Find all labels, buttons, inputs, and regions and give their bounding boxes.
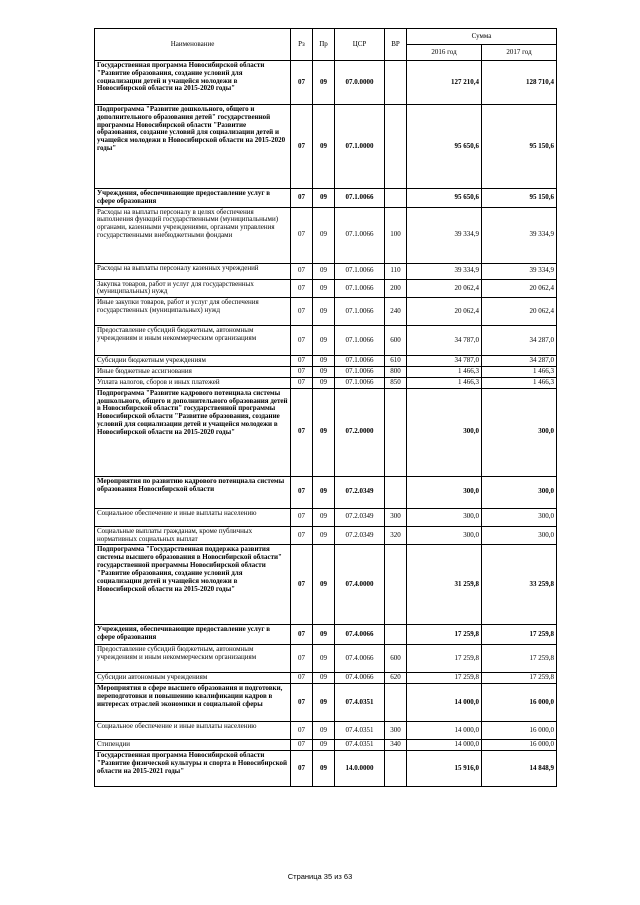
col-header-csr: ЦСР: [335, 29, 385, 61]
cell-2017: 34 287,0: [482, 356, 557, 367]
table-row: [95, 263, 557, 279]
cell-vr: 300: [385, 722, 407, 740]
cell-vr: 600: [385, 645, 407, 673]
cell-pr: 09: [313, 356, 335, 367]
cell-name: Государственная программа Новосибирской области "Развитие физической культуры и спорта в Новосибирской области на 2015-2021 годы": [95, 751, 291, 787]
cell-name: Социальное обеспечение и иные выплаты населению: [95, 722, 291, 740]
cell-name: Субсидии бюджетным учреждениям: [95, 356, 291, 367]
cell-2016: 300,0: [407, 476, 482, 508]
cell-name: Мероприятия в сфере высшего образования и подготовки, переподготовки и повышению квалификации кадров в интересах отраслей экономики и социальной сферы: [95, 684, 291, 722]
cell-2017: 16 000,0: [482, 722, 557, 740]
cell-2017: 95 150,6: [482, 189, 557, 208]
cell-rz: 07: [291, 545, 313, 625]
cell-2016: 95 650,6: [407, 105, 482, 189]
cell-pr: 09: [313, 722, 335, 740]
table-row: [95, 722, 557, 740]
cell-pr: 09: [313, 645, 335, 673]
cell-pr: 09: [313, 377, 335, 388]
cell-2017: 1 466,3: [482, 377, 557, 388]
cell-rz: 07: [291, 740, 313, 751]
cell-2017: 17 259,8: [482, 645, 557, 673]
cell-2017: 95 150,6: [482, 105, 557, 189]
cell-pr: 09: [313, 263, 335, 279]
cell-vr: [385, 545, 407, 625]
page-footer: Страница 35 из 63: [287, 872, 353, 881]
cell-2017: 17 259,8: [482, 625, 557, 645]
cell-rz: 07: [291, 684, 313, 722]
cell-pr: 09: [313, 476, 335, 508]
cell-csr: 07.2.0349: [335, 526, 385, 545]
cell-pr: 09: [313, 751, 335, 787]
cell-pr: 09: [313, 684, 335, 722]
cell-csr: 07.4.0351: [335, 722, 385, 740]
cell-name: Учреждения, обеспечивающие предоставление услуг в сфере образования: [95, 625, 291, 645]
cell-2017: 300,0: [482, 388, 557, 476]
cell-2016: 17 259,8: [407, 645, 482, 673]
cell-vr: [385, 388, 407, 476]
cell-2016: 20 062,4: [407, 279, 482, 298]
cell-rz: 07: [291, 377, 313, 388]
cell-2017: 300,0: [482, 526, 557, 545]
cell-2016: 39 334,9: [407, 263, 482, 279]
cell-2016: 17 259,8: [407, 625, 482, 645]
cell-vr: 100: [385, 207, 407, 263]
table-row: [95, 326, 557, 356]
budget-table: [94, 28, 557, 787]
cell-pr: 09: [313, 105, 335, 189]
cell-2016: 34 787,0: [407, 326, 482, 356]
cell-2016: 20 062,4: [407, 298, 482, 326]
cell-2017: 16 000,0: [482, 740, 557, 751]
cell-vr: 240: [385, 298, 407, 326]
cell-pr: 09: [313, 545, 335, 625]
cell-vr: 800: [385, 367, 407, 378]
cell-vr: [385, 684, 407, 722]
cell-rz: 07: [291, 61, 313, 105]
cell-name: Социальное обеспечение и иные выплаты населению: [95, 508, 291, 526]
table-row: [95, 508, 557, 526]
cell-vr: [385, 61, 407, 105]
cell-csr: 07.1.0066: [335, 279, 385, 298]
cell-2017: 34 287,0: [482, 326, 557, 356]
col-header-name: Наименование: [95, 29, 291, 61]
cell-csr: 07.4.0066: [335, 673, 385, 684]
cell-2016: 1 466,3: [407, 377, 482, 388]
cell-vr: 620: [385, 673, 407, 684]
cell-csr: 07.1.0066: [335, 326, 385, 356]
cell-pr: 09: [313, 61, 335, 105]
cell-rz: 07: [291, 207, 313, 263]
col-header-vr: ВР: [385, 29, 407, 61]
cell-vr: [385, 189, 407, 208]
col-header-2016: 2016 год: [407, 45, 482, 61]
cell-vr: [385, 625, 407, 645]
table-row: [95, 673, 557, 684]
cell-pr: 09: [313, 673, 335, 684]
table-row: [95, 476, 557, 508]
cell-name: Предоставление субсидий бюджетным, автономным учреждениям и иным некоммерческим организациям: [95, 326, 291, 356]
cell-2017: 20 062,4: [482, 298, 557, 326]
cell-name: Учреждения, обеспечивающие предоставление услуг в сфере образования: [95, 189, 291, 208]
cell-vr: 320: [385, 526, 407, 545]
cell-vr: 300: [385, 508, 407, 526]
cell-csr: 07.4.0000: [335, 545, 385, 625]
table-row: [95, 279, 557, 298]
cell-rz: 07: [291, 105, 313, 189]
cell-csr: 07.2.0000: [335, 388, 385, 476]
cell-csr: 07.1.0066: [335, 207, 385, 263]
table-row: [95, 189, 557, 208]
cell-rz: 07: [291, 508, 313, 526]
cell-2016: 31 259,8: [407, 545, 482, 625]
table-row: [95, 105, 557, 189]
cell-2016: 34 787,0: [407, 356, 482, 367]
cell-name: Расходы на выплаты персоналу в целях обеспечения выполнения функций государственными (муниципальными) органами, казенными учреждениями, органами управления государственными внебюджетными фондами: [95, 207, 291, 263]
table-body: [95, 61, 557, 787]
cell-rz: 07: [291, 673, 313, 684]
cell-2017: 14 848,9: [482, 751, 557, 787]
cell-csr: 07.4.0351: [335, 684, 385, 722]
cell-rz: 07: [291, 625, 313, 645]
cell-2016: 1 466,3: [407, 367, 482, 378]
cell-vr: 850: [385, 377, 407, 388]
cell-csr: 07.1.0066: [335, 263, 385, 279]
cell-csr: 07.1.0066: [335, 367, 385, 378]
cell-2017: 1 466,3: [482, 367, 557, 378]
table-row: [95, 356, 557, 367]
cell-pr: 09: [313, 298, 335, 326]
cell-name: Уплата налогов, сборов и иных платежей: [95, 377, 291, 388]
cell-2017: 33 259,8: [482, 545, 557, 625]
cell-2016: 15 916,0: [407, 751, 482, 787]
col-header-2017: 2017 год: [482, 45, 557, 61]
cell-2016: 95 650,6: [407, 189, 482, 208]
col-header-sum: Сумма: [407, 29, 557, 45]
cell-2017: 300,0: [482, 508, 557, 526]
cell-vr: [385, 105, 407, 189]
table-row: [95, 388, 557, 476]
cell-rz: 07: [291, 388, 313, 476]
cell-rz: 07: [291, 476, 313, 508]
cell-vr: 340: [385, 740, 407, 751]
cell-vr: 200: [385, 279, 407, 298]
cell-rz: 07: [291, 751, 313, 787]
cell-2016: 17 259,8: [407, 673, 482, 684]
cell-2017: 128 710,4: [482, 61, 557, 105]
cell-rz: 07: [291, 263, 313, 279]
table-row: [95, 207, 557, 263]
cell-pr: 09: [313, 625, 335, 645]
cell-name: Государственная программа Новосибирской области "Развитие образования, создание условий для социализации детей и учащейся молодежи в Новосибирской области на 2015-2020 годы": [95, 61, 291, 105]
cell-2017: 39 334,9: [482, 207, 557, 263]
cell-vr: 110: [385, 263, 407, 279]
cell-pr: 09: [313, 508, 335, 526]
cell-rz: 07: [291, 645, 313, 673]
cell-pr: 09: [313, 279, 335, 298]
cell-name: Подпрограмма "Развитие дошкольного, общего и дополнительного образования детей" государственной программы Новосибирской области "Развитие образования, создание условий для социализации детей и учащейся молодежи в Новосибирской области на 2015-2020 годы": [95, 105, 291, 189]
cell-2017: 17 259,8: [482, 673, 557, 684]
cell-2016: 127 210,4: [407, 61, 482, 105]
cell-rz: 07: [291, 356, 313, 367]
cell-name: Субсидии автономным учреждениям: [95, 673, 291, 684]
cell-pr: 09: [313, 740, 335, 751]
cell-2016: 14 000,0: [407, 722, 482, 740]
cell-name: Мероприятия по развитию кадрового потенциала системы образования Новосибирской области: [95, 476, 291, 508]
cell-pr: 09: [313, 367, 335, 378]
table-row: [95, 377, 557, 388]
table-row: [95, 298, 557, 326]
table-row: [95, 545, 557, 625]
cell-vr: 600: [385, 326, 407, 356]
cell-2016: 14 000,0: [407, 740, 482, 751]
cell-csr: 07.2.0349: [335, 476, 385, 508]
cell-2017: 39 334,9: [482, 263, 557, 279]
cell-name: Социальные выплаты гражданам, кроме публичных нормативных социальных выплат: [95, 526, 291, 545]
cell-csr: 07.0.0000: [335, 61, 385, 105]
cell-vr: 610: [385, 356, 407, 367]
table-row: [95, 645, 557, 673]
table-row: [95, 684, 557, 722]
cell-name: Закупка товаров, работ и услуг для государственных (муниципальных) нужд: [95, 279, 291, 298]
cell-name: Подпрограмма "Государственная поддержка развития системы высшего образования в Новосибирской области" государственной программы Новосибирской области "Развитие образования, создание условий для социализации детей и учащейся молодежи в Новосибирской области на 2015-2020 годы": [95, 545, 291, 625]
table-row: [95, 526, 557, 545]
cell-rz: 07: [291, 367, 313, 378]
cell-name: Расходы на выплаты персоналу казенных учреждений: [95, 263, 291, 279]
cell-pr: 09: [313, 388, 335, 476]
col-header-pr: Пр: [313, 29, 335, 61]
table-row: [95, 625, 557, 645]
cell-pr: 09: [313, 189, 335, 208]
cell-rz: 07: [291, 326, 313, 356]
cell-csr: 07.4.0066: [335, 645, 385, 673]
cell-name: Стипендии: [95, 740, 291, 751]
cell-rz: 07: [291, 298, 313, 326]
cell-vr: [385, 751, 407, 787]
cell-rz: 07: [291, 189, 313, 208]
table-row: [95, 751, 557, 787]
cell-csr: 07.1.0066: [335, 298, 385, 326]
cell-vr: [385, 476, 407, 508]
cell-2016: 300,0: [407, 508, 482, 526]
col-header-rz: Рз: [291, 29, 313, 61]
cell-2017: 16 000,0: [482, 684, 557, 722]
cell-name: Иные закупки товаров, работ и услуг для обеспечения государственных (муниципальных) нужд: [95, 298, 291, 326]
cell-csr: 07.1.0066: [335, 356, 385, 367]
cell-csr: 07.2.0349: [335, 508, 385, 526]
cell-name: Предоставление субсидий бюджетным, автономным учреждениям и иным некоммерческим организациям: [95, 645, 291, 673]
cell-pr: 09: [313, 526, 335, 545]
cell-csr: 14.0.0000: [335, 751, 385, 787]
cell-name: Подпрограмма "Развитие кадрового потенциала системы дошкольного, общего и дополнительного образования детей в Новосибирской области" государственной программы Новосибирской области "Развитие образования, создание условий для социализации детей и учащейся молодежи в Новосибирской области на 2015-2020 годы": [95, 388, 291, 476]
cell-2017: 20 062,4: [482, 279, 557, 298]
cell-csr: 07.1.0000: [335, 105, 385, 189]
cell-rz: 07: [291, 526, 313, 545]
cell-2016: 39 334,9: [407, 207, 482, 263]
cell-rz: 07: [291, 279, 313, 298]
table-row: [95, 61, 557, 105]
cell-pr: 09: [313, 207, 335, 263]
cell-name: Иные бюджетные ассигнования: [95, 367, 291, 378]
cell-csr: 07.4.0351: [335, 740, 385, 751]
cell-csr: 07.1.0066: [335, 377, 385, 388]
cell-2016: 300,0: [407, 526, 482, 545]
cell-csr: 07.1.0066: [335, 189, 385, 208]
table-row: [95, 740, 557, 751]
cell-2017: 300,0: [482, 476, 557, 508]
table-row: [95, 367, 557, 378]
cell-rz: 07: [291, 722, 313, 740]
cell-2016: 14 000,0: [407, 684, 482, 722]
cell-pr: 09: [313, 326, 335, 356]
cell-2016: 300,0: [407, 388, 482, 476]
cell-csr: 07.4.0066: [335, 625, 385, 645]
